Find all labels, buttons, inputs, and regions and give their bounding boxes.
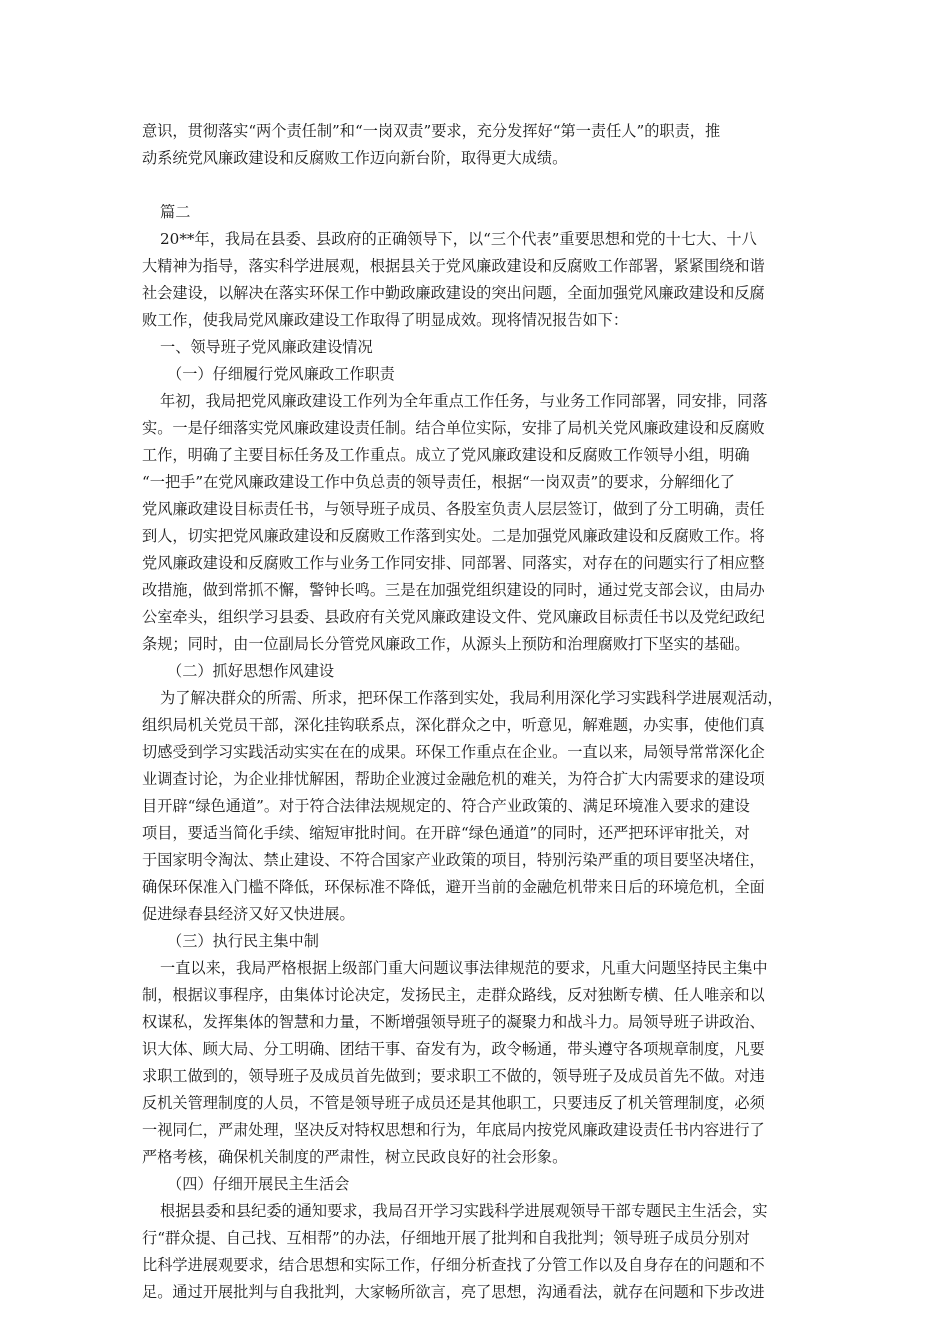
text-line: 党风廉政建设和反腐败工作与业务工作同安排、同部署、同落实，对存在的问题实行了相应整 xyxy=(142,554,765,572)
text-line: 组织局机关党员干部，深化挂钩联系点，深化群众之中，听意见，解难题，办实事，使他们真 xyxy=(142,716,765,734)
text-line: 败工作，使我局党风廉政建设工作取得了明显成效。现将情况报告如下： xyxy=(142,311,628,329)
subheading-1: （一）仔细履行党风廉政工作职责 xyxy=(167,365,395,383)
text-line: 严格考核，确保机关制度的严肃性，树立民政良好的社会形象。 xyxy=(142,1148,568,1166)
text-line: 反机关管理制度的人员，不管是领导班子成员还是其他职工，只要违反了机关管理制度，必须 xyxy=(142,1094,765,1112)
text-line: 根据县委和县纪委的通知要求，我局召开学习实践科学进展观领导干部专题民主生活会，实 xyxy=(160,1202,768,1220)
text-line: 足。通过开展批判与自我批判，大家畅所欲言，亮了思想，沟通看法，就存在问题和下步改进 xyxy=(142,1283,765,1301)
text-line: 大精神为指导，落实科学进展观，根据县关于党风廉政建设和反腐败工作部署，紧紧围绕和谐 xyxy=(142,257,765,275)
text-line: 促进绿春县经济又好又快进展。 xyxy=(142,905,355,923)
text-line: 一视同仁，严肃处理，坚决反对特权思想和行为，年底局内按党风廉政建设责任书内容进行了 xyxy=(142,1121,765,1139)
text-line: 党风廉政建设目标责任书，与领导班子成员、各股室负责人层层签订，做到了分工明确，责任 xyxy=(142,500,765,518)
text-line: 条规；同时，由一位副局长分管党风廉政工作，从源头上预防和治理腐败打下坚实的基础。 xyxy=(142,635,750,653)
text-line: “一把手”在党风廉政建设工作中负总责的领导责任，根据“一岗双责”的要求，分解细化了 xyxy=(142,473,735,491)
text-line: 工作，明确了主要目标任务及工作重点。成立了党风廉政建设和反腐败工作领导小组，明确 xyxy=(142,446,750,464)
blank-line xyxy=(142,172,812,199)
text-line: 求职工做到的，领导班子及成员首先做到；要求职工不做的，领导班子及成员首先不做。对违 xyxy=(142,1067,765,1085)
text-line: 业调查讨论，为企业排忧解困，帮助企业渡过金融危机的难关，为符合扩大内需要求的建设项 xyxy=(142,770,765,788)
subheading-2: （二）抓好思想作风建设 xyxy=(167,662,335,680)
text-line: 确保环保准入门槛不降低，环保标准不降低，避开当前的金融危机带来日后的环境危机，全面 xyxy=(142,878,765,896)
text-line: 目开辟“绿色通道”。对于符合法律法规规定的、符合产业政策的、满足环境准入要求的建设 xyxy=(142,797,750,815)
heading-1: 一、领导班子党风廉政建设情况 xyxy=(160,338,373,356)
text-line: 实。一是仔细落实党风廉政建设责任制。结合单位实际，安排了局机关党风廉政建设和反腐败 xyxy=(142,419,765,437)
text-line: 公室牵头，组织学习县委、县政府有关党风廉政建设文件、党风廉政目标责任书以及党纪政纪 xyxy=(142,608,765,626)
text-line: 年初，我局把党风廉政建设工作列为全年重点工作任务，与业务工作同部署，同安排，同落 xyxy=(160,392,768,410)
text-line: 权谋私，发挥集体的智慧和力量，不断增强领导班子的凝聚力和战斗力。局领导班子讲政治、 xyxy=(142,1013,765,1031)
subheading-4: （四）仔细开展民主生活会 xyxy=(167,1175,350,1193)
text-line: 比科学进展观要求，结合思想和实际工作，仔细分析查找了分管工作以及自身存在的问题和不 xyxy=(142,1256,765,1274)
text-line: 到人，切实把党风廉政建设和反腐败工作落到实处。二是加强党风廉政建设和反腐败工作。将 xyxy=(142,527,765,545)
text-line: 项目，要适当简化手续、缩短审批时间。在开辟“绿色通道”的同时，还严把环评审批关，对 xyxy=(142,824,750,842)
text-line: 行“群众提、自己找、互相帮”的办法，仔细地开展了批判和自我批判；领导班子成员分别对 xyxy=(142,1229,750,1247)
text-line: 制，根据议事程序，由集体讨论决定，发扬民主，走群众路线，反对独断专横、任人唯亲和以 xyxy=(142,986,765,1004)
text-line: 20**年，我局在县委、县政府的正确领导下，以“三个代表”重要思想和党的十七大、十八 xyxy=(160,230,757,248)
text-line: 识大体、顾大局、分工明确、团结干事、奋发有为，政令畅通，带头遵守各项规章制度，凡要 xyxy=(142,1040,765,1058)
text-line: 一直以来，我局严格根据上级部门重大问题议事法律规范的要求，凡重大问题坚持民主集中 xyxy=(160,959,768,977)
text-line: 切感受到学习实践活动实实在在的成果。环保工作重点在企业。一直以来，局领导常常深化企 xyxy=(142,743,765,761)
subheading-3: （三）执行民主集中制 xyxy=(167,932,319,950)
document-page xyxy=(142,118,812,1306)
text-line: 社会建设，以解决在落实环保工作中勤政廉政建设的突出问题，全面加强党风廉政建设和反腐 xyxy=(142,284,765,302)
section-label: 篇二 xyxy=(160,203,191,221)
text-line: 改措施，做到常抓不懈，警钟长鸣。三是在加强党组织建设的同时，通过党支部会议，由局办 xyxy=(142,581,765,599)
text-line: 意识，贯彻落实“两个责任制”和“一岗双责”要求，充分发挥好“第一责任人”的职责，推 xyxy=(142,122,721,140)
text-line: 为了解决群众的所需、所求，把环保工作落到实处，我局利用深化学习实践科学进展观活动， xyxy=(160,689,783,707)
text-line: 于国家明令淘汰、禁止建设、不符合国家产业政策的项目，特别污染严重的项目要坚决堵住， xyxy=(142,851,765,869)
text-line: 动系统党风廉政建设和反腐败工作迈向新台阶，取得更大成绩。 xyxy=(142,149,568,167)
